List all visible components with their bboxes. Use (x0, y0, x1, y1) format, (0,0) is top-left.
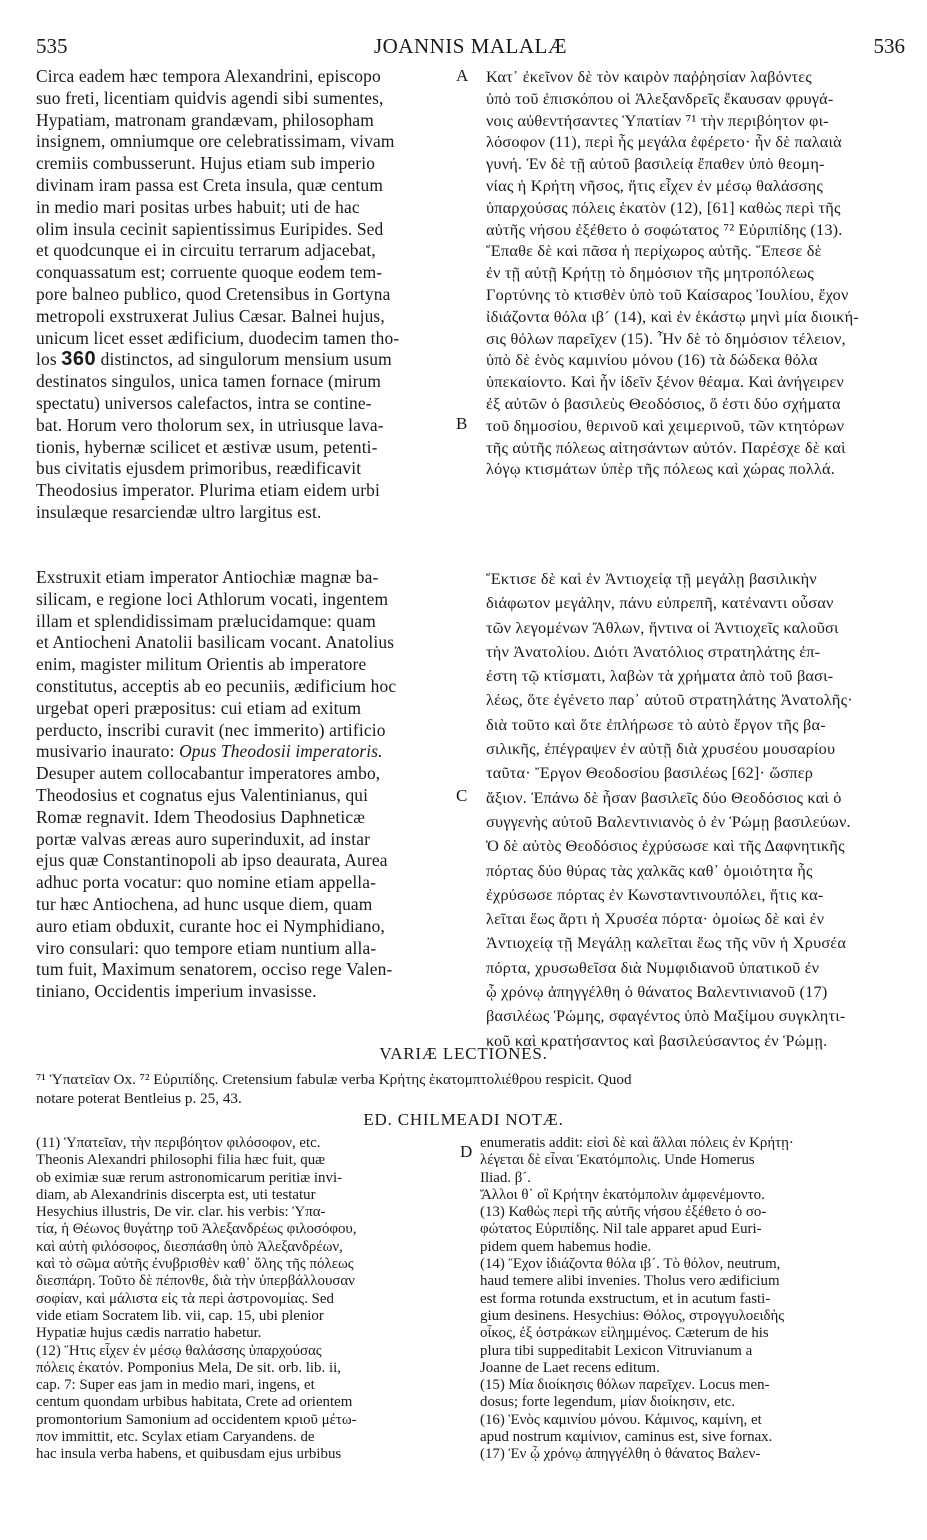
margin-letter-a: A (456, 66, 469, 85)
greek-line: έστη τῷ κτίσματι, λαβὼν τὰ χρήματα ἀπὸ τοῦ βασι- (486, 666, 834, 686)
greek-line: τῆς αὐτῆς πόλεως αἰτησάντων αὐτόν. Παρέσχε δὲ καὶ (486, 437, 846, 457)
text-line: Hypatiam, matronam grandævam, philosopham (36, 109, 374, 130)
greek-line: ἐν τῇ αὐτῇ Κρήτῃ τὸ δημόσιον τῆς μητροπόλεως (486, 263, 814, 283)
text-line: enim, magister militum Orientis ab imperatore (36, 654, 367, 675)
variant-line: ⁷¹ Ὑπατεῖαν Ox. ⁷² Εὐριπίδης. Cretensium fabulæ verba Κρήτης ἑκατομπτολιέθρου respicit. Quod (36, 1071, 632, 1088)
text-line: portæ valvas æreas auro superinduxit, ad instar (36, 828, 371, 849)
greek-line: ὑπεκαίοντο. Καὶ ἦν ἰδεῖν ξένον θέαμα. Καὶ ἀνήγειρεν (486, 372, 844, 392)
variant-line: notare poterat Bentleius p. 25, 43. (36, 1090, 242, 1107)
greek-line: αὐτῆς νήσου ἐξέθετο ὁ σοφώτατος ⁷² Εὐριπίδης (13). (486, 219, 843, 239)
note-line: apud nostrum καμίνιον, caminus est, sive fornax. (480, 1429, 773, 1446)
greek-line: γυνή. Ἐν δὲ τῇ αὐτοῦ βασιλείᾳ ἔπαθεν ὑπὸ θεομη- (486, 154, 825, 174)
note-line: haud temere alibi invenies. Tholus vero ædificium (480, 1273, 780, 1290)
note-line: Hypatiæ hujus cædis narratio habetur. (36, 1325, 262, 1342)
text-line: et Antiocheni Anatolii basilicam vocant. Anatolius (36, 632, 395, 653)
text-line: silicam, e regione loci Athlorum vocati, ingentem (36, 588, 389, 609)
greek-line: Ἔκτισε δὲ καὶ ἐν Ἀντιοχείᾳ τῇ μεγάλῃ βασιλικὴν (486, 569, 817, 588)
text-line: Romæ regnavit. Idem Theodosius Daphneticæ (36, 806, 365, 827)
text-line: conquassatum est; corruente quoque eodem tem- (36, 262, 383, 283)
text-line: auro etiam obduxit, curante hoc ei Nymphidiano, (36, 915, 385, 936)
note-line: οἶκος, ἐξ ὀστράκων εἰλημμένος. Cæterum de his (480, 1325, 769, 1342)
greek-line: τῶν λεγομένων Ἄθλων, ἥντινα οἱ Ἀντιοχεῖς καλοῦσι (486, 617, 839, 637)
greek-line: τοῦ δημοσίου, θερινοῦ καὶ χειμερινοῦ, τῶν κτητόρων (486, 415, 845, 435)
text-line: bus civitatis ejusdem primoribus, reædificavit (36, 458, 362, 479)
note-line: centum quondam urbibus habitata, Crete ad orientem (36, 1394, 353, 1411)
note-line: (11) Ὑπατεῖαν, τὴν περιβόητον φιλόσοφον, etc. (36, 1135, 321, 1151)
note-line: hac insula verba habens, et quibusdam ejus urbibus (36, 1446, 342, 1463)
text-line: Theodosius imperator. Plurima etiam eidem urbi (36, 480, 381, 501)
text-line: cremiis combusserunt. Hujus etiam sub imperio (36, 153, 376, 174)
note-line: enumeratis addit: εἰσὶ δὲ καὶ ἄλλαι πόλεις ἐν Κρήτῃ· (480, 1135, 794, 1151)
greek-column-bottom (486, 567, 906, 1053)
greek-line: βασιλέως Ῥώμης, σφαγέντος ὑπὸ Μαξίμου συγκλητι- (486, 1006, 846, 1026)
greek-line: πόρτας δύο θύρας τὰς χαλκᾶς καθ᾽ ὁμοιότητα ἧς (486, 860, 813, 880)
text-line: tiniano, Occidentis imperium invasisse. (36, 981, 317, 1002)
running-title: JOANNIS MALALÆ (373, 34, 568, 58)
note-line: Theonis Alexandri philosophi filia hæc fuit, quæ (36, 1152, 326, 1169)
note-line: Ἄλλοι θ᾽ οἳ Κρήτην ἑκατόμπολιν ἀμφενέμοντο. (480, 1186, 765, 1203)
greek-line: ἰδιάζοντα θόλα ιβ´ (14), καὶ ἐν ἑκάστῳ μηνὶ μία διοική- (486, 306, 859, 326)
greek-column-top (486, 66, 906, 480)
greek-line: νίας ἡ Κρήτη νῆσος, ἥτις εἶχεν ἐν μέσῳ θαλάσσης (486, 175, 824, 195)
text-line: Theodosius et cognatus ejus Valentinianus, qui (36, 784, 369, 805)
greek-line: Ἔπαθε δὲ καὶ πᾶσα ἡ περίχωρος αὐτῆς. Ἔπεσε δὲ (486, 241, 822, 261)
text-line: tur hæc Antiochena, ad hunc usque diem, quam (36, 893, 373, 914)
greek-line: ᾧ χρόνῳ ἀπηγγέλθη ὁ θάνατος Βαλεντινιανοῦ (17) (486, 982, 828, 1002)
note-line: (14) Ἔχον ἰδιάζοντα θόλα ιβ´. Τὸ θόλον, neutrum, (480, 1256, 781, 1273)
greek-line: διὰ τοῦτο καὶ ὅτε ἐπλήρωσε τὸ αὐτὸ ἔργον τῆς βα- (486, 714, 826, 734)
note-line: Joanne de Laet recens editum. (480, 1359, 660, 1376)
greek-line: τὴν Ἀνατολίου. Διότι Ἀνατόλιος στρατηλάτης ἐπ- (486, 641, 821, 661)
note-line: (12) Ἥτις εἶχεν ἐν μέσῳ θαλάσσης ὑπαρχούσας (36, 1342, 322, 1359)
text-line: olim insula cecinit sapientissimus Euripides. Sed (36, 218, 384, 239)
text-line: tum fuit, Maximum senatorem, occiso rege Valen- (36, 959, 393, 980)
note-line: σοφίαν, καὶ μάλιστα εἰς τὰ περὶ ἀστρονομίας. Sed (36, 1290, 334, 1307)
text-line: urgebat operi præpositus: cui etiam ad exitum (36, 697, 362, 718)
note-line: τία, ἡ Θέωνος θυγάτηρ τοῦ Ἀλεξανδρέως φιλοσόφου, (36, 1221, 357, 1238)
text-line: in medio mari positas urbes habuit; uti de hac (36, 196, 360, 217)
margin-column-number: 360 (61, 349, 97, 371)
text-line: metropoli exstruxerat Julius Cæsar. Balnei hujus, (36, 305, 385, 326)
text-line: Exstruxit etiam imperator Antiochiæ magnæ ba- (36, 567, 379, 587)
note-line: pidem quem habemus hodie. (480, 1238, 652, 1255)
note-line: καὶ τὸ σῶμα αὐτῆς ἐνυβρισθὲν καθ᾽ ὅλης τῆς πόλεως (36, 1256, 354, 1273)
note-line: λέγεται δὲ εἶναι Ἑκατόμπολις. Unde Homerus (480, 1152, 755, 1169)
text-line: adhuc porta vocatur: quo nomine etiam appella- (36, 872, 377, 893)
greek-line: ἐχρύσωσε πόρτας ἐν Κωνσταντινουπόλει, ἥτις κα- (486, 884, 824, 904)
greek-line: συγγενὴς αὐτοῦ Βαλεντινιανὸς ὁ ἐν Ῥώμῃ βασιλεύων. (486, 811, 851, 831)
variae-lectiones (36, 1070, 906, 1108)
note-line: vide etiam Socratem lib. vii, cap. 15, ubi plenior (36, 1307, 324, 1324)
greek-line: ἐξ αὐτῶν ὁ βασιλεὺς Θεοδόσιος, ὅ ἐστι δύο σχήματα (486, 393, 841, 413)
text-line: suo freti, licentiam quidvis agendi sibi sumentes, (36, 87, 384, 108)
greek-line: ὑπὸ δὲ ἑνὸς καμινίου μόνου (16) τὰ δώδεκα θόλα (486, 350, 818, 370)
latin-column-top (36, 66, 456, 524)
greek-line: ὑπὸ τοῦ ἐπισκόπου οἱ Ἀλεξανδρεῖς ἔκαυσαν φρυγά- (486, 88, 834, 108)
text-fragment: musivario inaurato: (36, 741, 180, 762)
latin-column-bottom (36, 567, 456, 1003)
greek-line: σις θόλων παρεῖχεν (15). Ἦν δὲ τὸ δημόσιον τέλειον, (486, 328, 846, 348)
greek-line: ταῦτα· Ἔργον Θεοδοσίου βασιλέως [62]· ὥσπερ (486, 763, 814, 783)
note-line: (17) Ἐν ᾧ χρόνῳ ἀπηγγέλθη ὁ θάνατος Βαλεν- (480, 1446, 761, 1463)
greek-line: κοῦ καὶ κρατήσαντος καὶ βασιλεύσαντος ἐν Ῥώμῃ. (486, 1030, 828, 1050)
text-line: Circa eadem hæc tempora Alexandrini, episcopo (36, 66, 381, 86)
note-line: (13) Καθὼς περὶ τῆς αὐτῆς νήσου ἐξέθετο ὁ σο- (480, 1204, 767, 1221)
note-line: (15) Μία διοίκησις θόλων παρεῖχεν. Locus men- (480, 1377, 770, 1394)
greek-line: σιλικῆς, ἐπέγραψεν ἐν αὐτῇ διὰ χρυσέου μουσαρίου (486, 739, 836, 759)
text-line: tionis, hybernæ scilicet et æstivæ usum, petenti- (36, 436, 378, 457)
greek-line: Ἀντιοχείᾳ τῇ Μεγάλῃ καλεῖται ἕως τῆς νῦν ἡ Χρυσέα (486, 933, 847, 953)
text-line: destinatos singulos, unica tamen fornace (mirum (36, 371, 382, 392)
text-line: insulæque resarciendæ ultro largitus est. (36, 501, 322, 522)
text-line: illam et splendidissimam prælucidamque: quam (36, 610, 376, 631)
chilmead-notes-heading: ED. CHILMEADI NOTÆ. (363, 1110, 564, 1129)
margin-letter-d: D (460, 1142, 473, 1161)
text-line: divinam iram passa est Creta insula, quæ centum (36, 174, 384, 195)
note-line: cap. 7: Super eas jam in medio mari, ingens, et (36, 1377, 315, 1394)
text-line (36, 349, 456, 371)
running-header (36, 34, 905, 60)
greek-line: ἄξιον. Ἐπάνω δὲ ἦσαν βασιλεῖς δύο Θεοδόσιος καὶ ὁ (486, 787, 842, 807)
notes-column-left (36, 1135, 456, 1464)
text-line: insignem, omniumque ore celebratissimam, vivam (36, 131, 395, 152)
greek-line: Ὁ δὲ αὐτὸς Θεοδόσιος ἐχρύσωσε καὶ τῆς Δαφνητικῆς (486, 836, 845, 856)
notes-column-right (480, 1135, 906, 1464)
inscription-text: Opus Theodosii imperatoris. (179, 741, 383, 762)
text-fragment: distinctos, ad singulorum mensium usum (96, 349, 392, 370)
note-line: (16) Ἑνὸς καμινίου μόνου. Κάμινος, καμίνη, et (480, 1411, 762, 1428)
note-line: πον immittit, etc. Scylax etiam Caryandens. de (36, 1429, 315, 1446)
note-line: plura tibi suppeditabit Lexicon Vitruvianum a (480, 1342, 753, 1359)
note-line: καὶ αὐτὴ φιλόσοφος, διεσπάσθη ὑπὸ Ἀλεξανδρέων, (36, 1238, 343, 1255)
left-page-number: 535 (36, 34, 68, 58)
text-line: Desuper autem collocabantur imperatores ambo, (36, 763, 381, 784)
text-line: et quodcunque ei in circuitu terrarum adjacebat, (36, 240, 376, 261)
note-line: est forma rotunda exstructum, et in acutum fasti- (480, 1290, 771, 1307)
right-page-number: 536 (873, 34, 905, 58)
greek-line: Κατ᾽ ἐκεῖνον δὲ τὸν καιρὸν παῤῥησίαν λαβόντες (486, 67, 812, 86)
greek-line: λόγῳ κτισμάτων ὑπὲρ τῆς πόλεως καὶ χώρας πολλά. (486, 459, 836, 479)
margin-letter-c: C (456, 786, 468, 805)
text-line: pore balneo publico, quod Cretensibus in Gortyna (36, 283, 391, 304)
text-line: bat. Horum vero tholorum sex, in utriusque lava- (36, 414, 384, 435)
greek-line: λεῖται ἕως ἄρτι ἡ Χρυσέα πόρτα· ὁμοίως δὲ καὶ ἐν (486, 909, 825, 929)
margin-letter-b: B (456, 414, 468, 433)
note-line: διεσπάρη. Τοῦτο δὲ πέπονθε, διὰ τὴν ὑπερβάλλουσαν (36, 1273, 355, 1290)
text-line: viro consulari: quo tempore etiam nuntium alla- (36, 937, 377, 958)
text-line: spectatu) universos calefactos, intra se contine- (36, 392, 372, 413)
note-line: ob eximiæ suæ rerum astronomicarum peritiæ invi- (36, 1169, 343, 1186)
greek-line: ὑπαρχούσας πόλεις ἑκατὸν (12), [61] καθὼς περὶ τῆς (486, 197, 841, 217)
note-line: diam, ab Alexandrinis discerpta est, uti testatur (36, 1186, 316, 1203)
greek-line: νοις αὐθεντήσαντες Ὑπατίαν ⁷¹ τὴν περιβόητον φι- (486, 110, 829, 130)
note-line: Hesychius illustris, De vir. clar. his verbis: Ὑπα- (36, 1204, 326, 1221)
text-line: unicum licet esset ædificium, duodecim tamen tho- (36, 327, 400, 348)
greek-line: διάφωτον μεγάλην, πάνυ εὐπρεπῆ, κατέναντι οὖσαν (486, 593, 834, 613)
greek-line: Γορτύνης τὸ κτισθὲν ὑπὸ τοῦ Καίσαρος Ἰουλίου, ἔχον (486, 284, 849, 304)
greek-line: πόρτα, χρυσωθεῖσα διὰ Νυμφιδιανοῦ ὑπατικοῦ ἐν (486, 957, 820, 977)
greek-line: λόσοφον (11), περὶ ἧς μεγάλα ἐφέρετο· ἦν δὲ παλαιὰ (486, 132, 842, 152)
text-fragment: los (36, 349, 62, 370)
note-line: gium desinens. Hesychius: Θόλος, στρογγυλοειδὴς (480, 1307, 785, 1324)
note-line: Iliad. β´. (480, 1169, 531, 1186)
note-line: φώτατος Εὐριπίδης. Nil tale apparet apud Euri- (480, 1221, 762, 1238)
text-line: perducto, inscribi curavit (nec immerito) artificio (36, 719, 386, 740)
greek-line: λέως, ὅτε ἐγένετο παρ᾽ αὐτοῦ στρατηλάτης Ἀνατολῆς· (486, 690, 853, 710)
note-line: dosus; forte legendum, μίαν διοίκησιν, etc. (480, 1394, 736, 1411)
text-line (36, 741, 456, 763)
note-line: πόλεις ἑκατόν. Pomponius Mela, De sit. orb. lib. ii, (36, 1359, 341, 1376)
note-line: promontorium Samonium ad occidentem κριοῦ μέτω- (36, 1411, 357, 1428)
text-line: constitutus, acceptis ab eo pecuniis, ædificium hoc (36, 675, 397, 696)
variae-lectiones-heading: VARIÆ LECTIONES. (379, 1044, 548, 1063)
text-line: ejus quæ Constantinopoli ab ipso deaurata, Aurea (36, 850, 388, 871)
